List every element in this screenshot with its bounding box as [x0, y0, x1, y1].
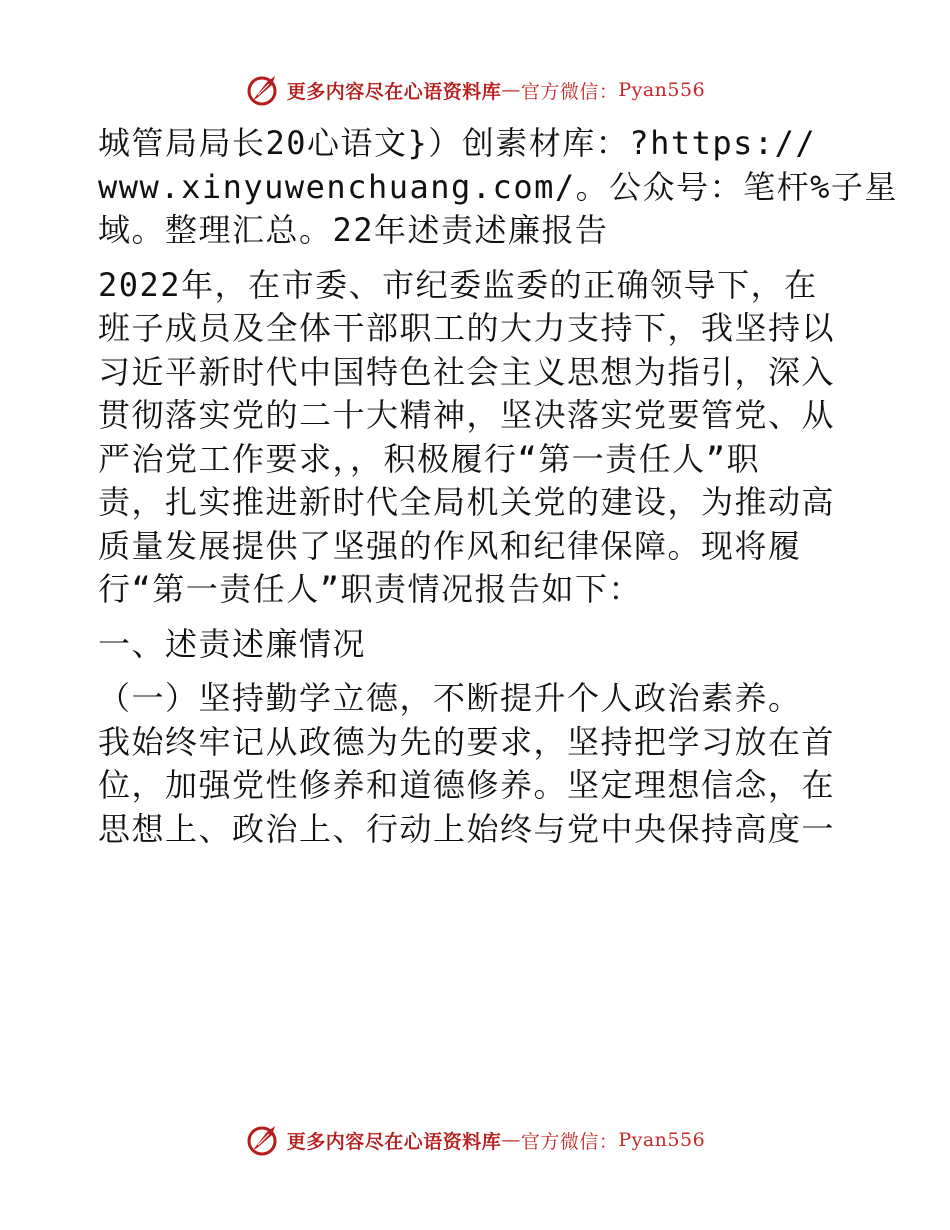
watermark-dash: —: [501, 79, 521, 101]
text-line: 城管局局长20心语文}）创素材库：?https://: [98, 124, 817, 162]
paragraph: [98, 623, 858, 667]
text-line: 2022年，在市委、市纪委监委的正确领导下，在: [98, 265, 818, 304]
text-line: 我始终牢记从政德为先的要求，坚持把学习放在首: [98, 722, 836, 761]
watermark-site-text: 更多内容尽在心语资料库: [286, 1130, 502, 1153]
watermark-site-text: 更多内容尽在心语资料库: [286, 80, 502, 103]
text-line: 责，扎实推进新时代全局机关党的建设，为推动高: [98, 483, 836, 521]
text-line: 一、述责述廉情况: [98, 624, 367, 663]
text-line: 位，加强党性修养和道德修养。坚定理想信念，在: [98, 766, 836, 804]
text-line: www.xinyuwenchuang.com/。公众号：笔杆%子星: [98, 167, 898, 206]
quill-logo-icon: [245, 1122, 281, 1158]
text-line: 习近平新时代中国特色社会主义思想为指引，深入: [98, 352, 836, 391]
watermark-wechat-label: 官方微信：: [520, 80, 619, 103]
text-line: （一）坚持勤学立德，不断提升个人政治素养。: [98, 679, 802, 717]
watermark-dash: —: [501, 1129, 521, 1151]
text-line: 思想上、政治上、行动上始终与党中央保持高度一: [98, 809, 836, 848]
watermark-wechat-id: Pyan556: [618, 79, 706, 101]
quill-logo-icon: [245, 72, 281, 108]
watermark-wechat-label: 官方微信：: [520, 1130, 619, 1153]
text-line: 班子成员及全体干部职工的大力支持下，我坚持以: [98, 309, 836, 347]
paragraph: [98, 264, 858, 612]
footer-watermark: [0, 1118, 950, 1162]
text-line: 贯彻落实党的二十大精神，坚决落实党要管党、从: [98, 396, 836, 434]
header-watermark: [0, 68, 950, 112]
paragraph: [98, 122, 898, 253]
text-line: 质量发展提供了坚强的作风和纪律保障。现将履: [98, 526, 802, 565]
watermark-wechat-id: Pyan556: [618, 1129, 706, 1151]
paragraph: [98, 677, 858, 851]
text-line: 域。整理汇总。22年述责述廉报告: [98, 211, 609, 249]
document-body: [98, 122, 898, 862]
text-line: 行“第一责任人”职责情况报告如下：: [98, 570, 643, 608]
text-line: 严治党工作要求，，积极履行“第一责任人”职: [98, 439, 761, 478]
